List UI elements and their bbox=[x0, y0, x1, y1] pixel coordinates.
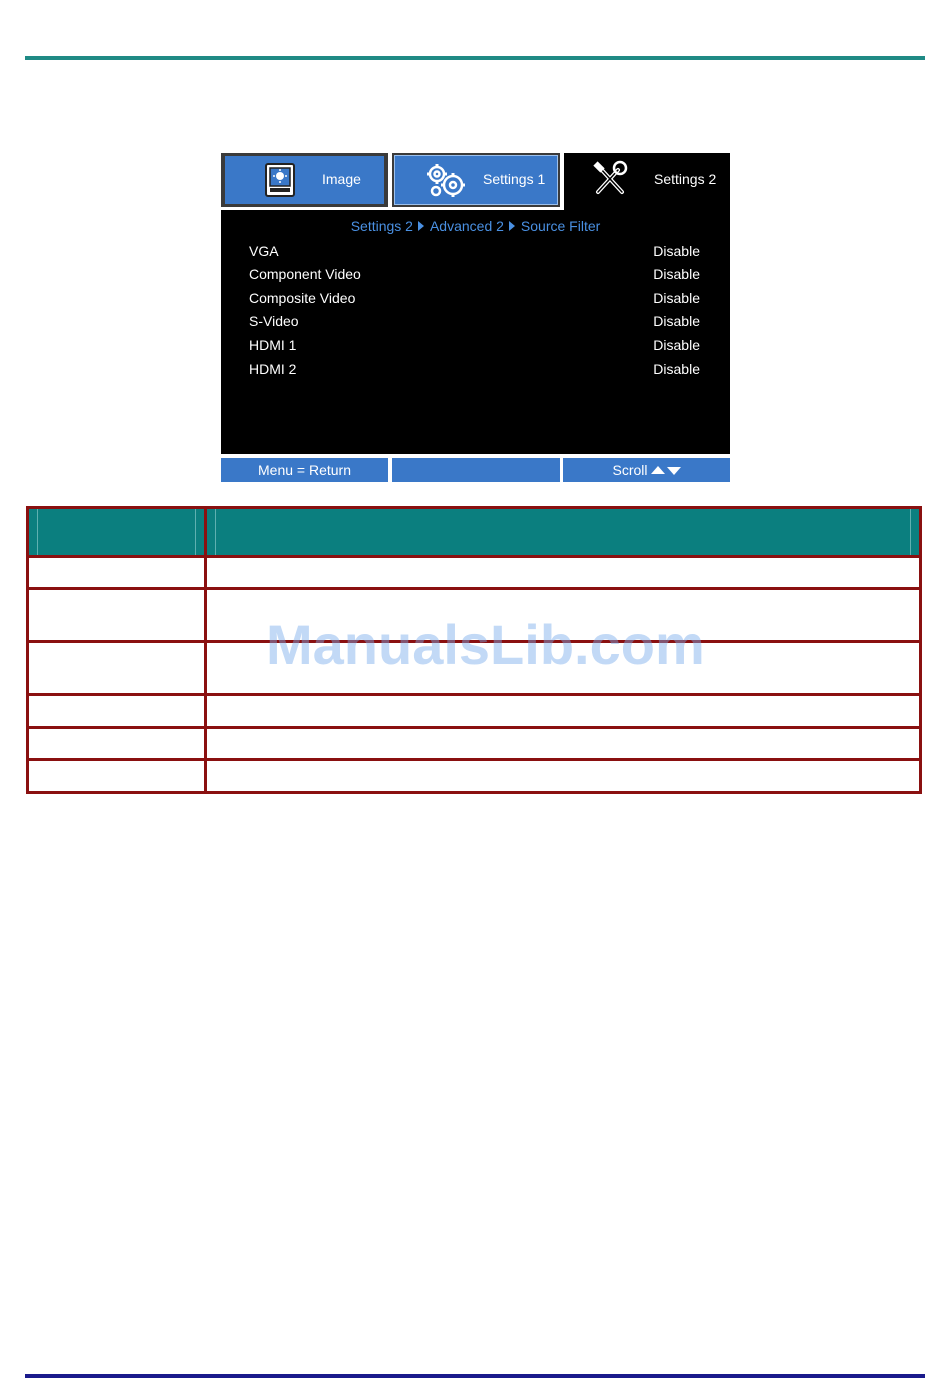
row-label: HDMI 1 bbox=[249, 337, 297, 353]
tab-settings-2-label: Settings 2 bbox=[654, 171, 717, 187]
menu-row-component-video[interactable] bbox=[221, 266, 730, 288]
breadcrumb-item: Source Filter bbox=[520, 218, 601, 234]
arrow-down-icon bbox=[667, 467, 681, 475]
footer-right-label: Scroll bbox=[612, 462, 648, 478]
tab-image-label: Image bbox=[322, 171, 361, 187]
row-value[interactable]: Disable bbox=[653, 243, 700, 259]
watermark: ManualsLib.com bbox=[266, 613, 705, 676]
arrow-up-icon bbox=[651, 466, 665, 474]
menu-row-vga[interactable] bbox=[221, 243, 730, 265]
breadcrumb-item: Settings 2 bbox=[350, 218, 413, 234]
breadcrumb bbox=[221, 218, 730, 234]
breadcrumb-item: Advanced 2 bbox=[429, 218, 504, 234]
tools-icon bbox=[590, 160, 628, 198]
row-value[interactable]: Disable bbox=[653, 313, 700, 329]
table-cell bbox=[28, 557, 206, 589]
row-value[interactable]: Disable bbox=[653, 266, 700, 282]
table-cell bbox=[206, 760, 921, 793]
menu-row-hdmi-1[interactable] bbox=[221, 337, 730, 359]
table-row bbox=[28, 557, 921, 589]
table-header-cell bbox=[206, 508, 921, 557]
image-icon bbox=[261, 161, 299, 199]
chevron-right-icon bbox=[509, 221, 515, 231]
table-row bbox=[28, 695, 921, 728]
tab-settings-1[interactable] bbox=[392, 153, 560, 207]
table-row bbox=[28, 760, 921, 793]
row-value[interactable]: Disable bbox=[653, 361, 700, 377]
table-cell bbox=[28, 589, 206, 642]
osd-menu bbox=[221, 153, 730, 483]
menu-row-composite-video[interactable] bbox=[221, 290, 730, 312]
table-header-cell bbox=[28, 508, 206, 557]
row-value[interactable]: Disable bbox=[653, 337, 700, 353]
table-cell bbox=[28, 695, 206, 728]
footer-left-label: Menu = Return bbox=[258, 462, 351, 478]
header-inner bbox=[37, 509, 196, 555]
tab-settings-1-label: Settings 1 bbox=[483, 171, 546, 187]
footer-scroll[interactable] bbox=[563, 458, 730, 482]
footer-menu-return[interactable] bbox=[221, 458, 388, 482]
header-inner bbox=[215, 509, 911, 555]
row-value[interactable]: Disable bbox=[653, 290, 700, 306]
row-label: VGA bbox=[249, 243, 279, 259]
top-rule bbox=[25, 56, 925, 60]
tab-settings-2[interactable] bbox=[564, 153, 730, 210]
gears-icon bbox=[424, 161, 468, 199]
table-cell bbox=[28, 642, 206, 695]
row-label: S-Video bbox=[249, 313, 299, 329]
menu-row-s-video[interactable] bbox=[221, 313, 730, 335]
table-header-row bbox=[28, 508, 921, 557]
table-cell bbox=[206, 728, 921, 760]
table-cell bbox=[206, 695, 921, 728]
osd-panel bbox=[221, 210, 730, 454]
chevron-right-icon bbox=[418, 221, 424, 231]
bottom-rule bbox=[25, 1374, 925, 1378]
menu-row-hdmi-2[interactable] bbox=[221, 361, 730, 383]
row-label: HDMI 2 bbox=[249, 361, 297, 377]
tab-image[interactable] bbox=[221, 153, 388, 207]
table-row bbox=[28, 728, 921, 760]
footer-middle bbox=[392, 458, 560, 482]
row-label: Composite Video bbox=[249, 290, 356, 306]
table-cell bbox=[28, 728, 206, 760]
table-cell bbox=[28, 760, 206, 793]
table-cell bbox=[206, 557, 921, 589]
row-label: Component Video bbox=[249, 266, 361, 282]
